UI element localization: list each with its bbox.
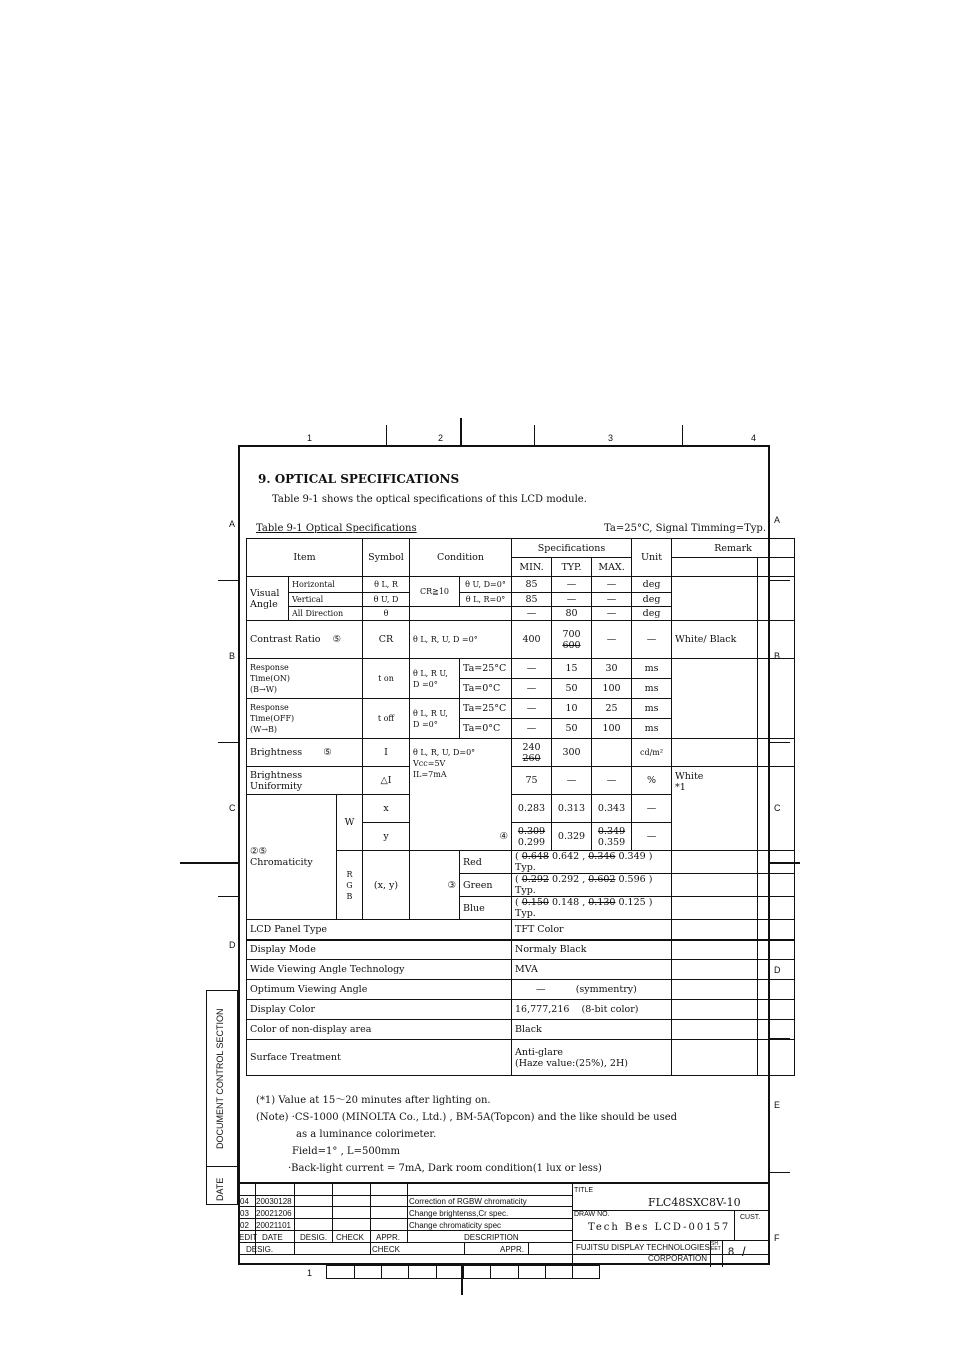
rgb-xy: (x, y)	[363, 851, 410, 920]
table-cell: θ L, R U, D =0°	[410, 699, 460, 739]
color-value: ( 0.292 0.292 , 0.602 0.596 ) Typ.	[512, 874, 672, 897]
dcs-label: DOCUMENT CONTROL SECTION	[215, 1008, 225, 1149]
property-label: Display Color	[247, 1000, 512, 1020]
table-cell: 50	[552, 719, 592, 739]
table-cell: —	[512, 659, 552, 679]
zone-col-2: 2	[438, 433, 444, 443]
table-cell: ms	[632, 659, 672, 679]
table-cell: 50	[552, 679, 592, 699]
table-caption: Table 9-1 Optical Specifications	[256, 523, 417, 534]
table-cell: θ L, R	[363, 577, 410, 593]
header-typ: TYP.	[552, 558, 592, 577]
note-1: (*1) Value at 15～20 minutes after lighting on.	[256, 1095, 491, 1106]
rev-04: 04	[240, 1197, 249, 1206]
property-label: Wide Viewing Angle Technology	[247, 960, 512, 980]
color-value: ( 0.150 0.148 , 0.130 0.125 ) Typ.	[512, 897, 672, 920]
rgb-label: R G B	[337, 851, 363, 920]
note-2: (Note) ·CS-1000 (MINOLTA Co., Ltd.) , BM-5A(Topcon) and the like should be used	[256, 1112, 678, 1123]
table-cell: ms	[632, 719, 672, 739]
table-cell: 10	[552, 699, 592, 719]
color-name: Red	[460, 851, 512, 874]
rev-03: 03	[240, 1209, 249, 1218]
table-cell: —	[592, 577, 632, 593]
property-value: Normaly Black	[512, 940, 672, 960]
table-cell: —	[632, 795, 672, 823]
table-cell: —	[552, 577, 592, 593]
table-cell: △I	[363, 767, 410, 795]
note-4: Field=1° , L=500mm	[292, 1146, 401, 1157]
sheet-label: SHEET	[711, 1241, 721, 1252]
zone-col-1-bottom: 1	[307, 1268, 313, 1278]
table-cell: —	[632, 823, 672, 851]
col-check: CHECK	[336, 1233, 365, 1242]
zone-col-4: 4	[751, 433, 757, 443]
table-cell: 15	[552, 659, 592, 679]
col-appr: APPR.	[376, 1233, 401, 1242]
table-cell: θ U, D	[363, 593, 410, 607]
rev-03-date: 20021206	[256, 1209, 292, 1218]
table-cell: %	[632, 767, 672, 795]
col-edit: EDIT	[239, 1233, 258, 1242]
zone-col-3: 3	[608, 433, 614, 443]
property-label: LCD Panel Type	[247, 920, 512, 940]
header-specifications: Specifications	[512, 539, 632, 558]
cust-label: CUST.	[740, 1214, 761, 1221]
zone-row-c-right: C	[774, 803, 781, 813]
sheet-slash: /	[742, 1244, 746, 1259]
table-row: Horizontal	[289, 577, 363, 593]
table-cell: 0.283	[512, 795, 552, 823]
desig: DESIG.	[246, 1245, 274, 1254]
note-3: as a luminance colorimeter.	[296, 1129, 437, 1140]
table-cell: —	[512, 679, 552, 699]
table-row: Vertical	[289, 593, 363, 607]
table-cell: deg	[632, 607, 672, 621]
table-cell: 400	[512, 621, 552, 659]
table-cell: —	[552, 593, 592, 607]
table-cell: CR	[363, 621, 410, 659]
table-cell: —	[592, 767, 632, 795]
check: CHECK	[372, 1245, 401, 1254]
table-cell: 75	[512, 767, 552, 795]
table-cell: Ta=0°C	[460, 719, 512, 739]
table-cell: t on	[363, 659, 410, 699]
rev-04-date: 20030128	[256, 1197, 292, 1206]
table-cell: ms	[632, 679, 672, 699]
title-label: TITLE	[574, 1187, 594, 1194]
table-cell: deg	[632, 593, 672, 607]
tick	[218, 742, 238, 743]
company-line-2: CORPORATION	[648, 1254, 707, 1263]
zone-row-a-right: A	[774, 515, 781, 525]
table-cell: —	[592, 593, 632, 607]
optical-spec-table	[246, 538, 795, 1076]
response-off-label: Response Time(OFF) (W→B)	[247, 699, 363, 739]
table-cell: θ	[363, 607, 410, 621]
appr: APPR.	[500, 1245, 525, 1254]
table-cell: Ta=25°C	[460, 699, 512, 719]
zone-row-b: B	[229, 651, 236, 661]
uniformity-label: Brightness Uniformity	[247, 767, 363, 795]
table-cell	[592, 739, 632, 767]
note-5: ·Back-light current = 7mA, Dark room condition(1 lux or less)	[288, 1163, 602, 1174]
header-condition: Condition	[410, 539, 512, 577]
tick	[770, 1172, 790, 1173]
table-cell: 85	[512, 593, 552, 607]
company-line-1: FUJITSU DISPLAY TECHNOLOGIES	[576, 1243, 710, 1252]
contrast-ratio-label: Contrast Ratio ⑤	[247, 621, 363, 659]
title-block	[238, 1182, 770, 1267]
table-cell: 240 260	[512, 739, 552, 767]
table-cell: 80	[552, 607, 592, 621]
property-label: Display Mode	[247, 940, 512, 960]
header-remark: Remark	[672, 539, 795, 558]
chromaticity-label: ②⑤ Chromaticity	[247, 795, 337, 920]
table-cell: cd/m²	[632, 739, 672, 767]
rev-04-desc: Correction of RGBW chromaticity	[409, 1197, 527, 1206]
draw-no-label: DRAW NO.	[574, 1211, 610, 1218]
cr-condition: CR≧10	[410, 577, 460, 607]
chromaticity-w: W	[337, 795, 363, 851]
zone-row-e-right: E	[774, 1100, 781, 1110]
table-cell: ④	[410, 823, 512, 851]
rev-02-date: 20021101	[256, 1221, 291, 1230]
zone-row-a: A	[229, 519, 236, 529]
table-cell: 0.349 0.359	[592, 823, 632, 851]
table-cell: deg	[632, 577, 672, 593]
brightness-label: Brightness ⑤	[247, 739, 363, 767]
property-value: Black	[512, 1020, 672, 1040]
table-cell: Ta=0°C	[460, 679, 512, 699]
property-label: Color of non-display area	[247, 1020, 512, 1040]
header-symbol: Symbol	[363, 539, 410, 577]
table-cell: —	[632, 621, 672, 659]
document-control-section	[206, 990, 238, 1205]
col-desc: DESCRIPTION	[464, 1233, 519, 1242]
table-cell: t off	[363, 699, 410, 739]
table-cell: 25	[592, 699, 632, 719]
section-heading: 9. OPTICAL SPECIFICATIONS	[258, 472, 460, 486]
table-cell: y	[363, 823, 410, 851]
table-cell: 30	[592, 659, 632, 679]
header-item: Item	[247, 539, 363, 577]
table-cell: —	[512, 607, 552, 621]
tick	[218, 580, 238, 581]
table-cell: 0.343	[592, 795, 632, 823]
table-cell: 0.329	[552, 823, 592, 851]
table-cell: 0.309 0.299	[512, 823, 552, 851]
section-intro: Table 9-1 shows the optical specifications of this LCD module.	[272, 494, 587, 505]
tick	[180, 862, 238, 864]
tick	[534, 425, 535, 445]
color-name: Green	[460, 874, 512, 897]
table-cell: θ L, R, U, D =0°	[410, 621, 512, 659]
col-desig: DESIG.	[300, 1233, 328, 1242]
tick	[386, 425, 387, 445]
rgb-mark: ③	[410, 851, 460, 920]
property-value: Anti-glare (Haze value:(25%), 2H)	[512, 1040, 672, 1076]
draw-no: Tech Bes LCD-00157	[588, 1222, 731, 1233]
response-on-label: Response Time(ON) (B→W)	[247, 659, 363, 699]
table-cell: θ L, R U, D =0°	[410, 659, 460, 699]
tick	[460, 418, 462, 445]
table-conditions: Ta=25°C, Signal Timming=Typ.	[604, 523, 766, 534]
zone-row-c: C	[229, 803, 236, 813]
table-cell: —	[592, 607, 632, 621]
col-date: DATE	[262, 1233, 283, 1242]
zone-row-d-right: D	[774, 965, 781, 975]
tick	[218, 896, 238, 897]
color-value: ( 0.648 0.642 , 0.346 0.349 ) Typ.	[512, 851, 672, 874]
header-unit: Unit	[632, 539, 672, 577]
property-label: Optimum Viewing Angle	[247, 980, 512, 1000]
shared-condition: θ L, R, U, D=0° Vcc=5V IL=7mA	[410, 739, 512, 823]
visual-angle-label: Visual Angle	[247, 577, 289, 621]
property-value: 16,777,216 (8-bit color)	[512, 1000, 672, 1020]
white-remark: White *1	[672, 767, 758, 851]
table-cell: ms	[632, 699, 672, 719]
property-value: TFT Color	[512, 920, 672, 940]
header-max: MAX.	[592, 558, 632, 577]
zone-row-d: D	[229, 940, 236, 950]
table-cell: 700 600	[552, 621, 592, 659]
table-cell: I	[363, 739, 410, 767]
table-row: All Direction	[289, 607, 363, 621]
table-cell: Ta=25°C	[460, 659, 512, 679]
zone-row-b-right: B	[774, 651, 781, 661]
rev-02: 02	[240, 1221, 249, 1230]
table-cell: —	[552, 767, 592, 795]
header-min: MIN.	[512, 558, 552, 577]
table-cell: x	[363, 795, 410, 823]
table-cell: θ L, R=0°	[460, 593, 512, 607]
rev-02-desc: Change chromaticity spec	[409, 1221, 502, 1230]
property-value: MVA	[512, 960, 672, 980]
table-cell: 0.313	[552, 795, 592, 823]
color-name: Blue	[460, 897, 512, 920]
tick	[461, 1265, 463, 1295]
notes	[256, 1092, 677, 1177]
table-cell: —	[592, 621, 632, 659]
table-cell: 85	[512, 577, 552, 593]
sheet-number: 8	[728, 1246, 735, 1258]
table-cell: —	[512, 719, 552, 739]
table-cell: 300	[552, 739, 592, 767]
drawing-title: FLC48SXC8V-10	[648, 1196, 741, 1209]
property-label: Surface Treatment	[247, 1040, 512, 1076]
table-cell: —	[512, 699, 552, 719]
zone-row-f-right: F	[774, 1233, 780, 1243]
table-cell: 100	[592, 679, 632, 699]
table-cell: 100	[592, 719, 632, 739]
tick	[682, 425, 683, 445]
zone-col-1: 1	[307, 433, 313, 443]
property-value: — (symmentry)	[512, 980, 672, 1000]
date-label: DATE	[215, 1177, 225, 1201]
rev-03-desc: Change brightenss,Cr spec.	[409, 1209, 509, 1218]
table-cell: White/ Black	[672, 621, 758, 659]
table-cell: θ U, D=0°	[460, 577, 512, 593]
